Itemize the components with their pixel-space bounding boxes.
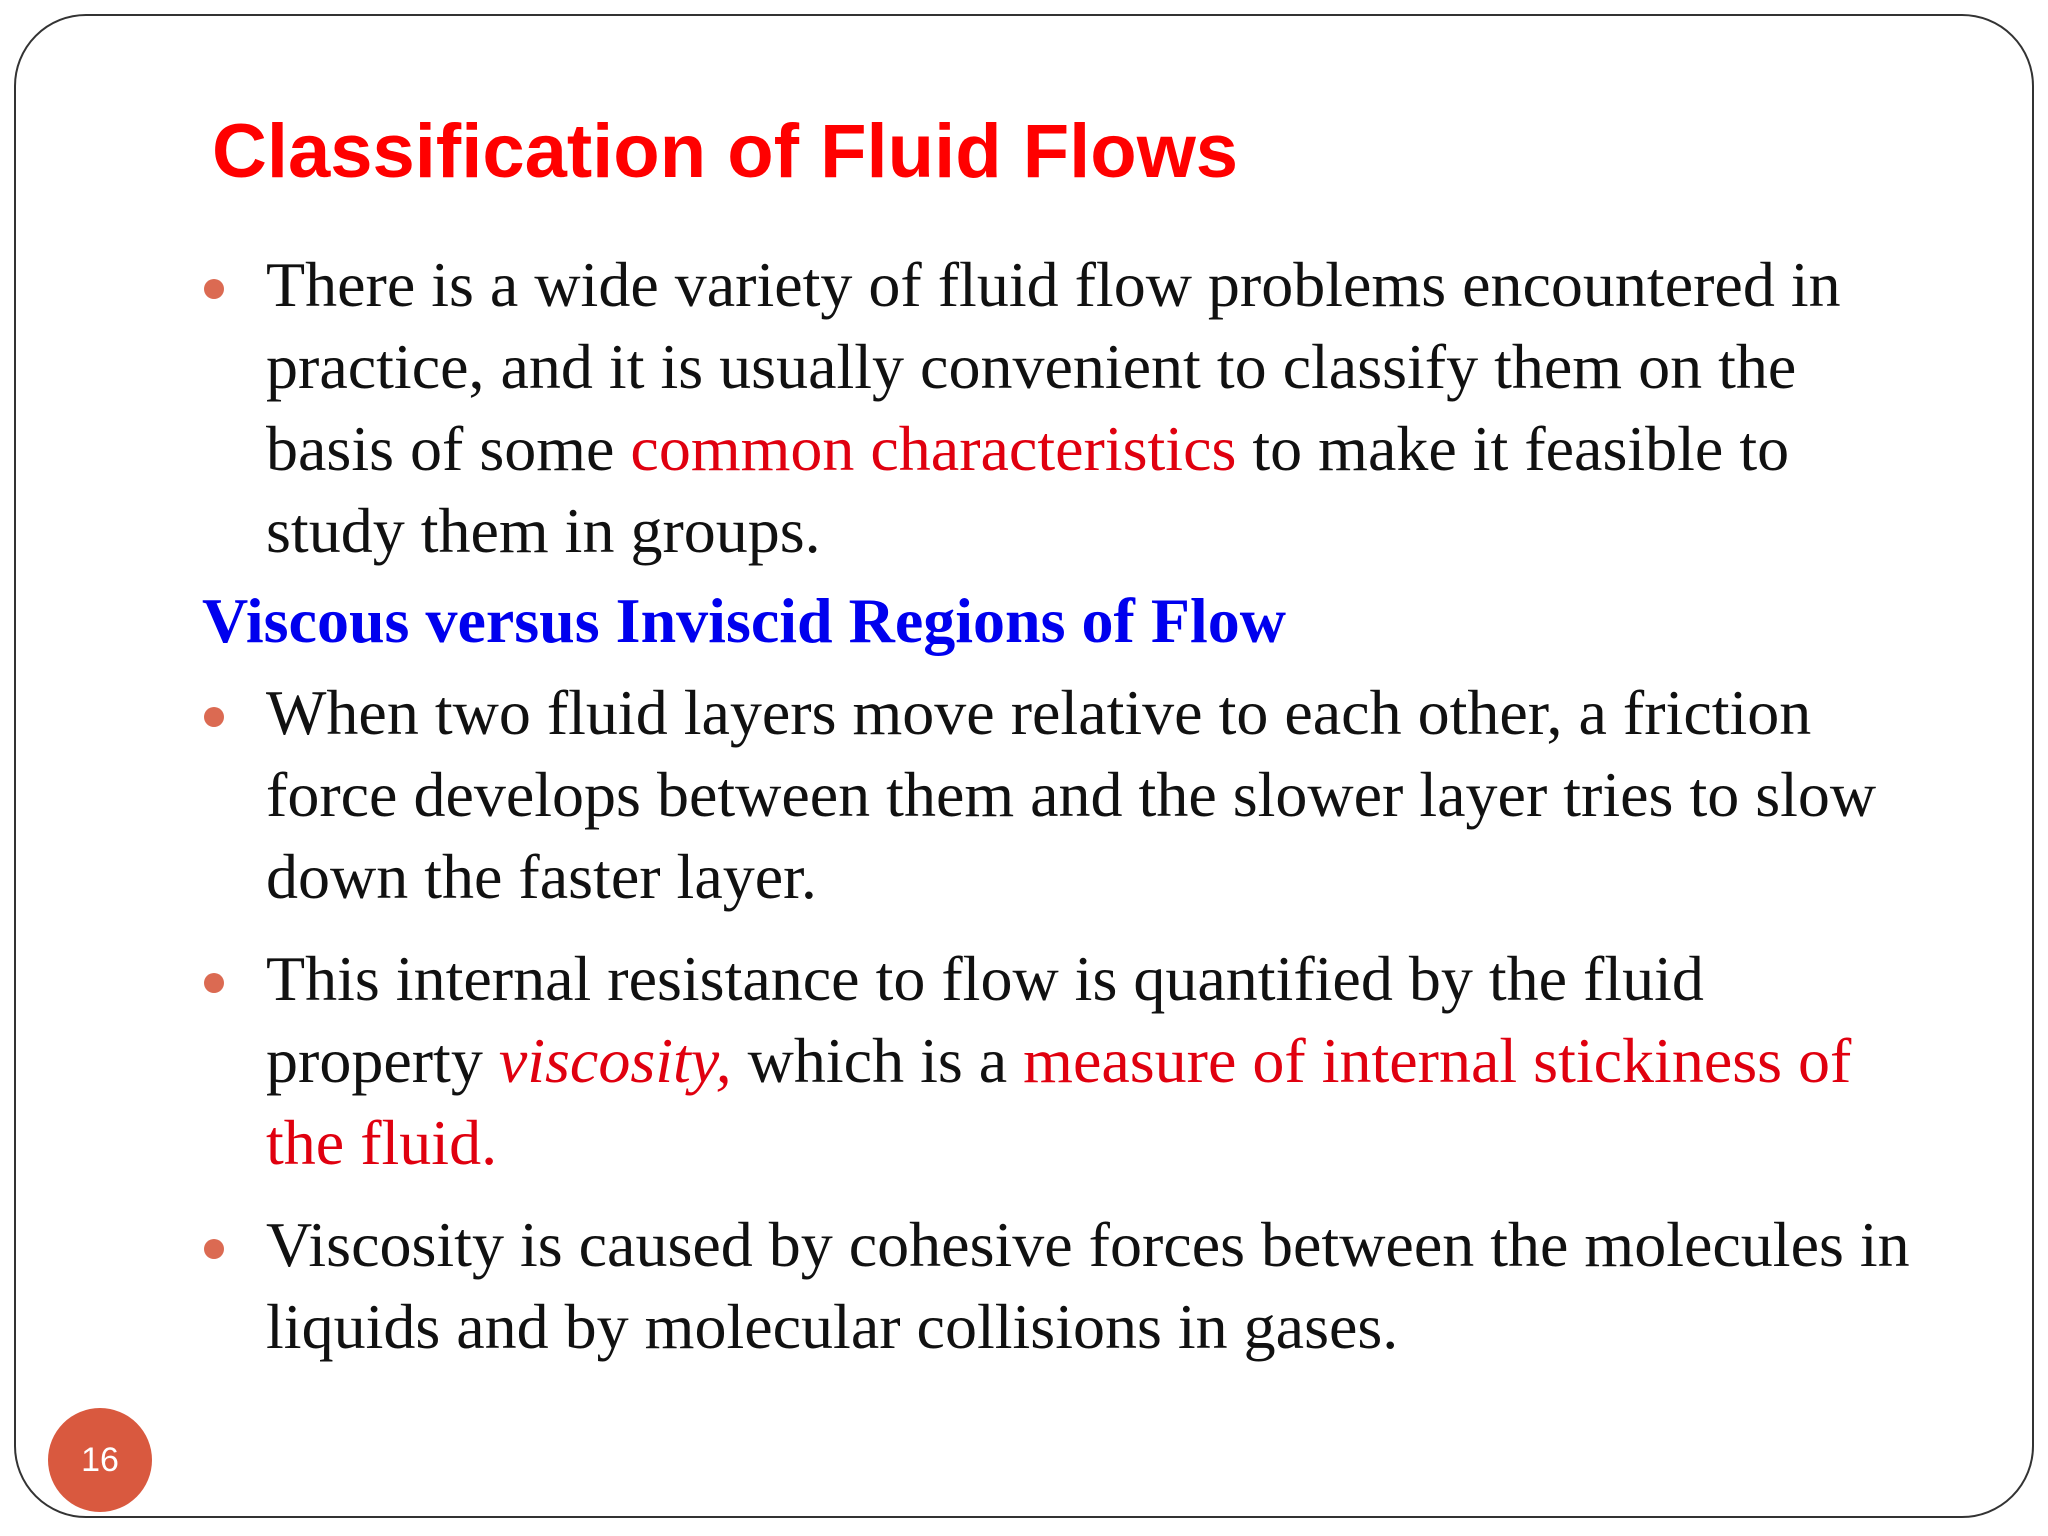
section-heading: Viscous versus Inviscid Regions of Flow xyxy=(202,585,1286,656)
highlight-text: common characteristics xyxy=(630,413,1237,484)
bullet-text: which is a xyxy=(731,1025,1024,1096)
bullet-item xyxy=(202,1204,1922,1368)
italic-term: viscosity, xyxy=(498,1025,732,1096)
bullet-text: This internal resistance to flow is quantified by the fluid property xyxy=(266,943,1704,1096)
bullet-text: Viscosity is caused by cohesive forces between the molecules in liquids and by molecular collisions in gases. xyxy=(266,1209,1910,1362)
slide-content xyxy=(202,244,1922,1388)
bullet-text: When two fluid layers move relative to each other, a friction force develops between them and the slower layer tries to slow down the faster layer. xyxy=(266,677,1877,912)
bullet-dot-icon xyxy=(204,279,224,299)
highlight-text: measure of internal stickiness of the fluid. xyxy=(266,1025,1852,1178)
bullet-item xyxy=(202,244,1922,572)
slide-frame xyxy=(14,14,2034,1518)
bullet-dot-icon xyxy=(204,973,224,993)
slide-title: Classification of Fluid Flows xyxy=(212,109,1239,194)
bullet-text: to make it feasible to study them in groups. xyxy=(266,413,1790,566)
bullet-dot-icon xyxy=(204,707,224,727)
bullet-dot-icon xyxy=(204,1239,224,1259)
bullet-text: There is a wide variety of fluid flow problems encountered in practice, and it is usually convenient to classify them on the basis of some xyxy=(266,249,1841,484)
bullet-item xyxy=(202,672,1922,918)
bullet-item xyxy=(202,938,1922,1184)
page-number-badge: 16 xyxy=(48,1408,152,1512)
